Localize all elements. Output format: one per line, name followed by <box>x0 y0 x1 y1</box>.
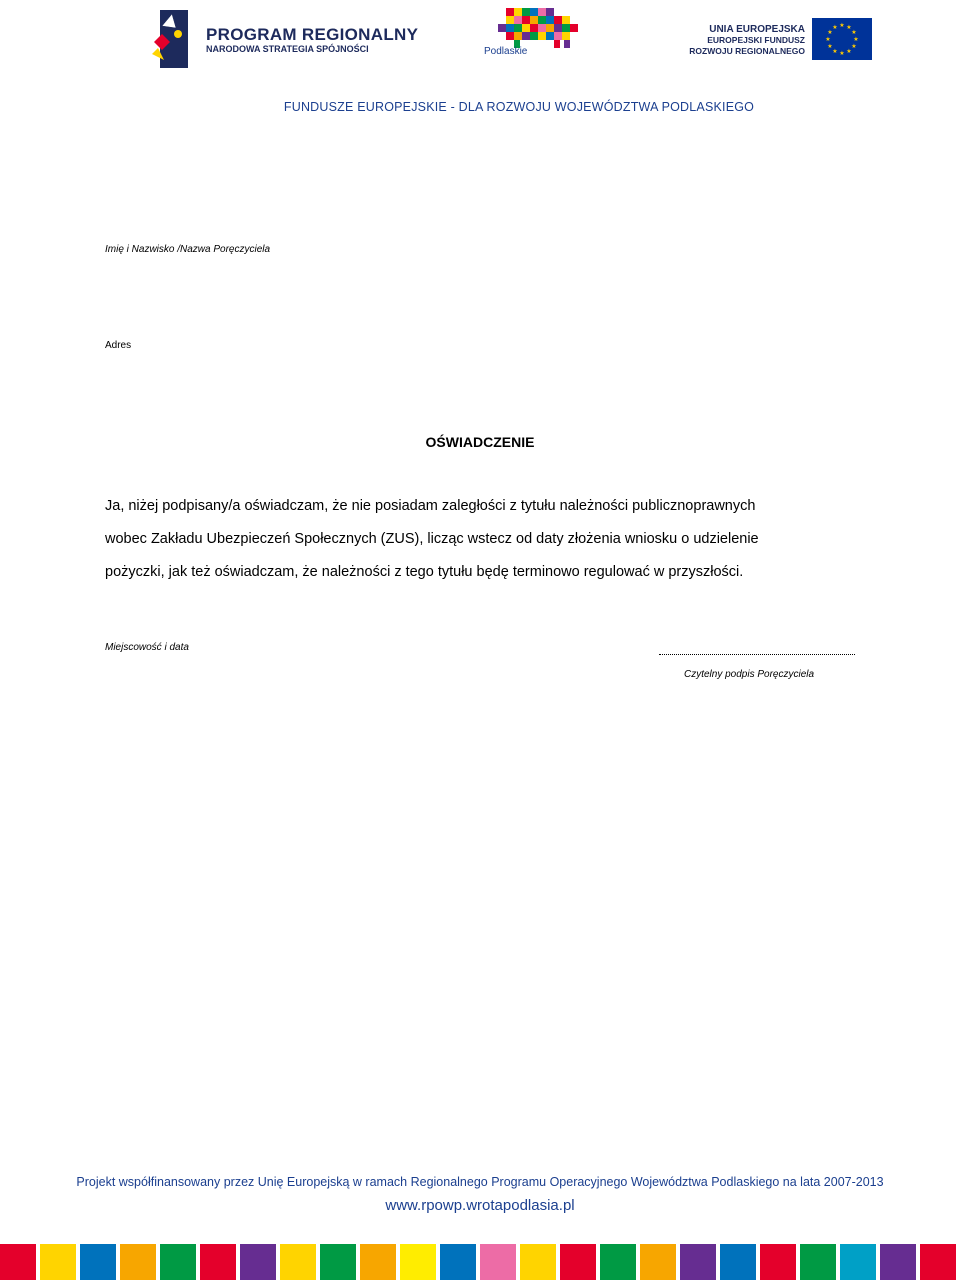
color-strip-block <box>480 1244 516 1280</box>
svg-text:★: ★ <box>825 36 831 43</box>
program-regionalny-logo-icon <box>150 4 190 70</box>
statement-line: wobec Zakładu Ubezpieczeń Społecznych (ZUS), licząc wstecz od daty złożenia wniosku o udzielenie <box>105 531 759 547</box>
name-label: Imię i Nazwisko /Nazwa Poręczyciela <box>105 244 271 255</box>
eu-line-3: ROZWOJU REGIONALNEGO <box>689 46 805 56</box>
color-strip-block <box>720 1244 756 1280</box>
color-strip-block <box>0 1244 36 1280</box>
color-strip-block <box>640 1244 676 1280</box>
svg-text:★: ★ <box>827 29 833 36</box>
color-strip-block <box>160 1244 196 1280</box>
eu-flag-icon <box>812 18 872 60</box>
podlaskie-label: Podlaskie <box>484 46 528 57</box>
color-strip-block <box>680 1244 716 1280</box>
color-strip-block <box>880 1244 916 1280</box>
color-strip-block <box>40 1244 76 1280</box>
program-subtitle: NARODOWA STRATEGIA SPÓJNOŚCI <box>206 44 369 54</box>
color-strip-block <box>560 1244 596 1280</box>
svg-text:★: ★ <box>851 43 857 50</box>
document-title: OŚWIADCZENIE <box>425 434 535 450</box>
color-strip-block <box>440 1244 476 1280</box>
color-strip-block <box>400 1244 436 1280</box>
svg-text:★: ★ <box>832 48 838 55</box>
eu-line-1: UNIA EUROPEJSKA <box>709 24 805 35</box>
footer-url-link[interactable]: www.rpowp.wrotapodlasia.pl <box>385 1197 575 1214</box>
color-strip-block <box>240 1244 276 1280</box>
place-date-label: Miejscowość i data <box>105 642 189 653</box>
eu-fund-text <box>680 24 805 57</box>
color-strip-block <box>920 1244 956 1280</box>
svg-text:★: ★ <box>846 48 852 55</box>
color-strip-block <box>280 1244 316 1280</box>
signature-label: Czytelny podpis Poręczyciela <box>684 669 815 680</box>
color-strip-block <box>80 1244 116 1280</box>
address-label: Adres <box>105 340 132 351</box>
program-title: PROGRAM REGIONALNY <box>206 25 419 44</box>
color-strip-block <box>120 1244 156 1280</box>
svg-text:★: ★ <box>832 24 838 31</box>
eu-line-2: EUROPEJSKI FUNDUSZ <box>707 35 805 45</box>
statement-paragraph <box>105 490 857 589</box>
svg-text:★: ★ <box>827 43 833 50</box>
cofinancing-note: Projekt współfinansowany przez Unię Europejską w ramach Regionalnego Programu Operacyjnego Województwa Podlaskiego na lata 2007-2013 <box>76 1175 884 1189</box>
statement-line: pożyczki, jak też oświadczam, że należności z tego tytułu będę terminowo regulować w przyszłości. <box>105 564 744 580</box>
color-strip-block <box>800 1244 836 1280</box>
svg-text:★: ★ <box>851 29 857 36</box>
statement-line: Ja, niżej podpisany/a oświadczam, że nie posiadam zaległości z tytułu należności publicznoprawnych <box>105 498 756 514</box>
color-strip-block <box>760 1244 796 1280</box>
color-strip-block <box>200 1244 236 1280</box>
color-strip-block <box>520 1244 556 1280</box>
svg-text:★: ★ <box>839 50 845 57</box>
color-strip-block <box>320 1244 356 1280</box>
color-strip-block <box>840 1244 876 1280</box>
header-tagline: FUNDUSZE EUROPEJSKIE - DLA ROZWOJU WOJEWÓDZTWA PODLASKIEGO <box>283 100 755 114</box>
color-strip-block <box>600 1244 636 1280</box>
color-strip <box>0 1244 960 1280</box>
svg-text:★: ★ <box>846 24 852 31</box>
svg-text:★: ★ <box>839 22 845 29</box>
color-strip-block <box>360 1244 396 1280</box>
svg-text:★: ★ <box>853 36 859 43</box>
signature-line <box>659 654 855 655</box>
